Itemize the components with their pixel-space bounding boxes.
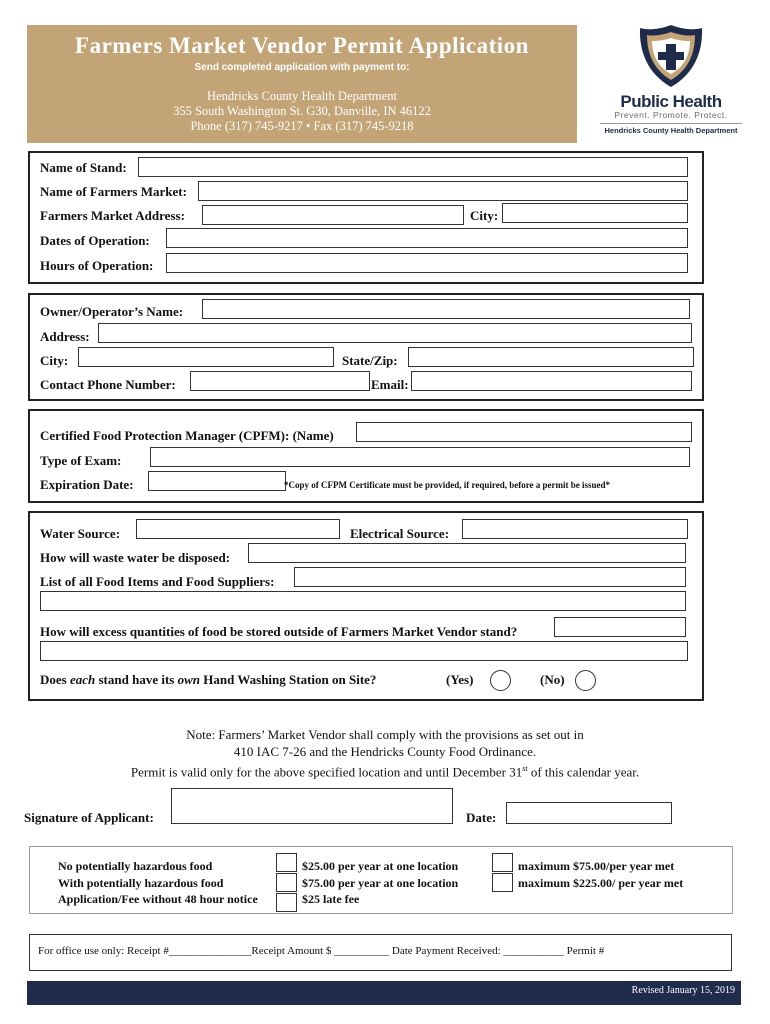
fee-schedule <box>29 846 733 914</box>
stand-name-input[interactable] <box>138 157 688 177</box>
fee-checkbox-2[interactable] <box>276 873 297 892</box>
electrical-source-input[interactable] <box>462 519 688 539</box>
excess-food-input[interactable] <box>554 617 686 637</box>
fee-checkbox-1[interactable] <box>276 853 297 872</box>
dates-label: Dates of Operation: <box>40 233 150 248</box>
yes-radio[interactable] <box>490 670 511 691</box>
fee-maximum: maximum $75.00/per year met <box>518 859 675 873</box>
hand-wash-text-own: own <box>177 672 201 687</box>
state-zip-input[interactable] <box>408 347 694 367</box>
phone-label: Contact Phone Number: <box>40 377 176 392</box>
cfpm-section <box>28 409 704 503</box>
fee-amounts <box>302 858 458 908</box>
phone-input[interactable] <box>190 371 370 391</box>
date-label: Date: <box>466 810 497 825</box>
waste-water-input[interactable] <box>248 543 686 563</box>
signature-input[interactable] <box>171 788 453 824</box>
expiration-input[interactable] <box>148 471 286 491</box>
fee-amount: $25 late fee <box>302 892 360 906</box>
fee-amount: $75.00 per year at one location <box>302 875 459 890</box>
cfpm-label: Certified Food Protection Manager (CPFM): (Name) <box>40 428 334 443</box>
hours-label: Hours of Operation: <box>40 258 154 273</box>
state-zip-label: State/Zip: <box>342 353 398 368</box>
dates-input[interactable] <box>166 228 688 248</box>
org-address: 355 South Washington St. G30, Danville, IN 46122 <box>173 104 431 118</box>
food-items-input[interactable] <box>294 567 686 587</box>
city-input[interactable] <box>78 347 334 367</box>
water-source-input[interactable] <box>136 519 340 539</box>
compliance-note <box>0 726 770 780</box>
logo-divider <box>600 123 742 124</box>
fee-item: With potentially hazardous food <box>58 875 224 890</box>
logo-tagline: Prevent. Promote. Protect. <box>614 110 728 120</box>
email-label: Email: <box>371 377 409 392</box>
fee-maximums <box>518 858 683 891</box>
note-line-1: Note: Farmers’ Market Vendor shall comply with the provisions as set out in <box>186 727 584 742</box>
market-city-input[interactable] <box>502 203 688 223</box>
excess-food-input-2[interactable] <box>40 641 688 661</box>
fee-items <box>58 858 258 908</box>
owner-input[interactable] <box>202 299 690 319</box>
shield-icon <box>636 22 706 90</box>
cfpm-input[interactable] <box>356 422 692 442</box>
header-banner <box>27 25 577 143</box>
address-input[interactable] <box>98 323 692 343</box>
logo-name: Public Health <box>620 92 722 111</box>
food-items-label: List of all Food Items and Food Suppliers: <box>40 574 275 589</box>
hand-wash-question <box>40 672 376 688</box>
waste-water-label: How will waste water be disposed: <box>40 550 231 565</box>
stand-info-section <box>28 151 704 284</box>
hand-wash-text-c: Hand Washing Station on Site? <box>200 672 377 687</box>
hand-wash-text-a: Does <box>40 672 70 687</box>
address-label: Address: <box>40 329 90 344</box>
public-health-logo <box>596 22 746 142</box>
note-line-2: 410 IAC 7-26 and the Hendricks County Food Ordinance. <box>233 744 537 759</box>
footer-bar <box>27 981 741 1005</box>
org-name: Hendricks County Health Department <box>207 89 397 103</box>
note-line-3a: Permit is valid only for the above specified location and until December 31 <box>130 764 523 780</box>
operations-section <box>28 511 704 701</box>
revised-date: Revised January 15, 2019 <box>631 985 735 996</box>
max-checkbox-2[interactable] <box>492 873 513 892</box>
owner-label: Owner/Operator’s Name: <box>40 304 184 319</box>
excess-food-label: How will excess quantities of food be stored outside of Farmers Market Vendor stand? <box>40 624 518 639</box>
date-input[interactable] <box>506 802 672 824</box>
office-use-box <box>29 934 732 971</box>
form-title: Farmers Market Vendor Permit Application <box>75 33 529 58</box>
org-phone-fax: Phone (317) 745-9217 • Fax (317) 745-9218 <box>190 119 414 133</box>
note-line-3 <box>0 760 770 780</box>
stand-name-label: Name of Stand: <box>40 160 127 175</box>
no-radio[interactable] <box>575 670 596 691</box>
market-city-label: City: <box>470 208 499 223</box>
market-address-input[interactable] <box>202 205 464 225</box>
market-name-label: Name of Farmers Market: <box>40 184 187 199</box>
fee-checkbox-3[interactable] <box>276 893 297 912</box>
logo-department: Hendricks County Health Department <box>604 126 738 135</box>
city-label: City: <box>40 353 69 368</box>
fee-item: No potentially hazardous food <box>58 859 213 873</box>
cert-note: *Copy of CFPM Certificate must be provided, if required, before a permit be issued* <box>284 480 611 490</box>
exam-label: Type of Exam: <box>40 453 122 468</box>
exam-input[interactable] <box>150 447 690 467</box>
market-address-label: Farmers Market Address: <box>40 208 185 223</box>
max-checkbox-1[interactable] <box>492 853 513 872</box>
hand-wash-text-each: each <box>69 672 96 687</box>
electrical-source-label: Electrical Source: <box>350 526 450 541</box>
send-instructions: Send completed application with payment to: <box>194 62 410 73</box>
fee-maximum: maximum $225.00/ per year met <box>518 875 684 890</box>
yes-label: (Yes) <box>446 672 474 687</box>
water-source-label: Water Source: <box>40 526 121 541</box>
office-use-text: For office use only: Receipt #_______________Receipt Amount $ __________ Date Payment Received: ___________ Permit # <box>38 945 605 957</box>
owner-info-section <box>28 293 704 401</box>
no-label: (No) <box>540 672 565 687</box>
fee-amount: $25.00 per year at one location <box>302 859 459 873</box>
signature-label: Signature of Applicant: <box>24 810 154 825</box>
email-input[interactable] <box>411 371 692 391</box>
contact-info <box>27 89 577 134</box>
hours-input[interactable] <box>166 253 688 273</box>
market-name-input[interactable] <box>198 181 688 201</box>
hand-wash-text-b: stand have its <box>95 672 178 687</box>
expiration-label: Expiration Date: <box>40 477 134 492</box>
food-items-input-2[interactable] <box>40 591 686 611</box>
fee-item: Application/Fee without 48 hour notice <box>58 892 258 906</box>
note-line-3-sup: st <box>522 764 528 773</box>
note-line-3b: of this calendar year. <box>527 764 640 780</box>
